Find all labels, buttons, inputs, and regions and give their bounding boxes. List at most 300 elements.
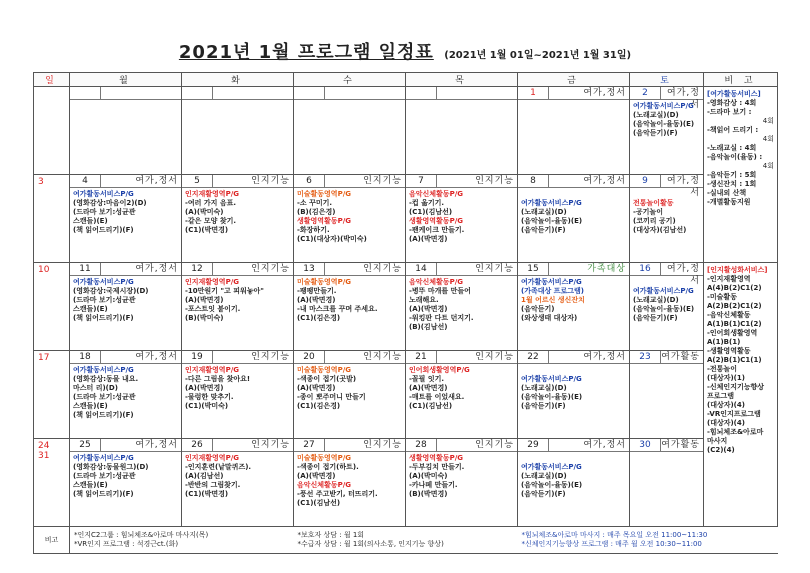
program-line: 노래해요.: [409, 296, 439, 304]
program-line: -색종이 접기(곳발): [297, 375, 357, 383]
day-cell: [406, 175, 518, 263]
day-number: 15: [518, 263, 549, 275]
note-line: A(2)B(2)C1(2): [707, 302, 762, 310]
program-list: [294, 100, 405, 104]
day-cell: [406, 263, 518, 351]
day-category: 여가,정서: [135, 352, 178, 362]
program-list: [406, 452, 517, 501]
program-line: -색종이 접기(하트).: [297, 463, 359, 471]
program-line: 음악신체활동P/G: [409, 278, 464, 286]
note-line: 마사지: [707, 437, 728, 445]
note-line: (C2)(4): [707, 446, 735, 454]
day-header: [70, 87, 181, 100]
note-line: A(2)B(1)C1(1): [707, 356, 762, 364]
program-line: (대상자)(김남선): [633, 226, 687, 234]
day-header: [182, 351, 293, 364]
footer-line: *인지C2그룹 : 힘뇌체조&아로마 마사지(목): [74, 531, 209, 539]
day-cell: [70, 87, 182, 175]
header-tue: 화: [182, 73, 294, 87]
note-line: -노래교실 : 4회: [707, 144, 757, 152]
program-line: -여러 가지 음표.: [185, 199, 237, 207]
day-number: 14: [406, 263, 437, 275]
day-header: [406, 439, 517, 452]
day-category: 인지기능: [475, 264, 514, 274]
header-sun: 일: [34, 73, 70, 87]
program-line: 여가활동서비스P/G: [73, 454, 134, 462]
program-line: (노래교실)(D): [521, 208, 567, 216]
program-line: 여가활동서비스P/G: [73, 190, 134, 198]
program-line: -팬케이크 만들기.: [409, 226, 465, 234]
day-cell: [518, 351, 630, 439]
program-line: (코끼리 공기): [633, 217, 676, 225]
day-category: [325, 87, 405, 99]
sunday-cell: [34, 263, 70, 351]
program-line: 마스터 리)(D): [73, 384, 118, 392]
program-line: (C1)(박미숙): [185, 402, 229, 410]
day-cell: [518, 439, 630, 527]
day-number: 13: [294, 263, 325, 275]
header-mon: 월: [70, 73, 182, 87]
day-cell: [70, 175, 182, 263]
program-line: -풍선 주고받기, 터뜨리기.: [297, 490, 378, 498]
note-line: -책읽어 드리기 :: [707, 126, 759, 134]
program-list: [406, 100, 517, 104]
sunday-cell: [34, 351, 70, 439]
program-line: 미술활동영역P/G: [297, 366, 352, 374]
footer-text: [518, 529, 778, 551]
footer-line: *힘뇌체조&아로마 마사지 : 매주 목요일 오전 11:00~11:30: [521, 531, 708, 539]
program-line: -화장하기.: [297, 226, 330, 234]
program-line: -소 꾸미기.: [297, 199, 333, 207]
schedule-table: [33, 72, 778, 554]
program-list: [294, 188, 405, 246]
day-category: 인지기능: [251, 352, 290, 362]
program-list: [70, 452, 181, 501]
note-line: -실내외 산책: [707, 189, 747, 197]
program-line: (음악듣기)(F): [521, 402, 566, 410]
program-line: -워킹판 다트 던지기.: [409, 314, 474, 322]
note-line: (대상자)(4): [707, 419, 745, 427]
program-line: (A)(박면경): [409, 305, 448, 313]
day-category: 인지기능: [251, 440, 290, 450]
day-cell: [630, 175, 704, 263]
day-number: 26: [182, 439, 213, 451]
day-cell: [70, 263, 182, 351]
day-number: 20: [294, 351, 325, 363]
day-number: 6: [294, 175, 325, 187]
program-line: (영화감상:동물원그)(D): [73, 463, 149, 471]
day-cell: [518, 175, 630, 263]
program-list: [630, 364, 703, 368]
day-category: 인지기능: [251, 176, 290, 186]
note-line: -음악듣기 : 5회: [707, 171, 757, 179]
program-line: (책 읽어드리기)(F): [73, 226, 134, 234]
program-line: 여가활동서비스P/G: [633, 102, 694, 110]
note-line: -인어회생활영역: [707, 329, 758, 337]
program-list: [294, 364, 405, 413]
day-cell: [406, 87, 518, 175]
sunday-date: [34, 87, 69, 91]
day-category: 여가활동: [661, 440, 700, 450]
note-line: 4회: [762, 117, 774, 125]
day-category: [101, 87, 181, 99]
note-line: -영화감상 : 4회: [707, 99, 757, 107]
day-number: 5: [182, 175, 213, 187]
program-line: (음악듣기)(F): [521, 226, 566, 234]
note-line: A(1)B(1)C1(2): [707, 320, 762, 328]
note-line: 4회: [762, 162, 774, 170]
day-number: 28: [406, 439, 437, 451]
day-header: [406, 263, 517, 276]
day-header: [294, 87, 405, 100]
footer-line: *신체인지기능향상 프로그램 : 매주 월 오전 10:30~11:00: [521, 540, 702, 548]
day-cell: [630, 263, 704, 351]
program-line: 스캔들)(E): [73, 481, 108, 489]
program-line: (B)(박미숙): [185, 314, 224, 322]
day-number: 4: [70, 175, 101, 187]
program-line: (A)(박미숙): [185, 208, 224, 216]
program-line: 1월 어르신 생신잔치: [521, 296, 585, 304]
day-header: [406, 87, 517, 100]
sunday-cell: [34, 175, 70, 263]
program-line: (C1)(박면경): [185, 490, 229, 498]
program-line: 스캔들)(E): [73, 402, 108, 410]
note-line: [여가활동서비스]: [707, 90, 761, 98]
footer-line: *보호자 상담 : 월 1회: [297, 531, 365, 539]
footer-row: [34, 527, 778, 554]
program-line: (음악듣기)(F): [521, 490, 566, 498]
program-line: 미술활동영역P/G: [297, 190, 352, 198]
header-sat: 토: [630, 73, 704, 87]
program-list: [70, 188, 181, 237]
program-line: 생활영역활동P/G: [409, 454, 464, 462]
note-line: -인지재활영역: [707, 275, 751, 283]
page-title: [0, 38, 810, 64]
program-line: 여가활동서비스P/G: [521, 278, 582, 286]
day-category: 인지기능: [363, 440, 402, 450]
program-line: -10만원기 "고 피워놓아": [185, 287, 264, 295]
program-line: (노래교실)(D): [633, 111, 679, 119]
day-category: 여가,정서: [583, 440, 626, 450]
day-number: 1: [518, 87, 549, 99]
program-line: (가족대상 프로그램): [521, 287, 584, 295]
program-line: 인어회생활영역P/G: [409, 366, 470, 374]
program-line: -물렁한 맞추기.: [185, 393, 234, 401]
program-line: (노래교실)(D): [521, 472, 567, 480]
program-line: 음악신체활동P/G: [409, 190, 464, 198]
program-line: 인지재활영역P/G: [185, 366, 240, 374]
day-cell: [182, 87, 294, 175]
day-cell: [294, 175, 406, 263]
note-line: [인지활성화서비스]: [707, 266, 768, 274]
header-row: [34, 73, 778, 87]
sunday-date: 10: [38, 265, 50, 275]
day-category: 여가,정서: [135, 440, 178, 450]
footer-line: *VR인지 프로그램 : 석경근ct.(화): [74, 540, 179, 548]
program-line: (A)(박면경): [297, 296, 336, 304]
day-cell: [182, 439, 294, 527]
header-notes: 비 고: [704, 73, 778, 87]
day-header: [518, 351, 629, 364]
day-category: 인지기능: [363, 352, 402, 362]
header-wed: 수: [294, 73, 406, 87]
header-thu: 목: [406, 73, 518, 87]
program-list: [406, 364, 517, 413]
program-line: (A)(박면경): [297, 472, 336, 480]
day-header: [70, 263, 181, 276]
note-line: 프로그램: [707, 392, 735, 400]
program-line: -포스트잇 붙이기.: [185, 305, 241, 313]
program-line: [521, 366, 626, 375]
day-cell: [630, 87, 704, 175]
program-line: 생활영역활동P/G: [409, 217, 464, 225]
program-list: [70, 100, 181, 104]
day-category: 여가,정서: [667, 88, 700, 110]
week-row: [34, 263, 778, 351]
day-cell: [182, 263, 294, 351]
day-header: [630, 351, 703, 364]
day-header: [518, 439, 629, 452]
program-line: 인지재활영역P/G: [185, 454, 240, 462]
day-cell: [630, 439, 704, 527]
program-line: -컵 옮기기.: [409, 199, 445, 207]
week-row: [34, 439, 778, 527]
day-category: 여가,정서: [583, 88, 626, 98]
program-line: (노래교실)(D): [521, 384, 567, 392]
day-cell: [518, 263, 630, 351]
program-line: (A)(박면경): [185, 296, 224, 304]
footer-label: 비고: [34, 527, 70, 554]
note-line: -미술활동: [707, 293, 737, 301]
day-category: [437, 87, 517, 99]
day-header: [406, 175, 517, 188]
program-list: [518, 452, 629, 501]
program-line: 스캔들)(E): [73, 217, 108, 225]
day-header: [630, 263, 703, 286]
program-list: [182, 452, 293, 501]
program-line: 여가활동서비스P/G: [521, 463, 582, 471]
program-line: (A)(김남선): [185, 472, 224, 480]
day-cell: [518, 87, 630, 175]
program-line: -종이 뽀주머니 만들기: [297, 393, 366, 401]
program-line: 스캔들)(E): [73, 305, 108, 313]
program-line: (음악듣기)(F): [633, 129, 678, 137]
program-list: [294, 276, 405, 325]
program-list: [182, 276, 293, 325]
note-line: A(4)B(2)C1(2): [707, 284, 762, 292]
day-header: [182, 175, 293, 188]
day-number: [70, 87, 101, 99]
program-line: (드라마 보기:성균관: [73, 393, 136, 401]
day-number: [406, 87, 437, 99]
day-number: 8: [518, 175, 549, 187]
day-number: 2: [630, 87, 661, 99]
program-line: (A)(박면경): [185, 384, 224, 392]
program-line: 여가활동서비스P/G: [73, 366, 134, 374]
program-line: [521, 454, 626, 463]
program-list: [182, 364, 293, 413]
day-cell: [406, 351, 518, 439]
sunday-date: 3: [38, 177, 44, 187]
sunday-date: 17: [38, 353, 50, 363]
program-line: (드라마 보기:성균관: [73, 208, 136, 216]
schedule-body: [34, 87, 778, 554]
note-line: -드라마 보기 :: [707, 108, 752, 116]
day-header: [518, 175, 629, 188]
day-header: [182, 263, 293, 276]
notes-cell: [704, 87, 778, 263]
program-line: 여가활동서비스P/G: [521, 375, 582, 383]
program-line: (C1)(대상자)(박미숙): [297, 235, 367, 243]
day-number: 19: [182, 351, 213, 363]
note-line: -힘뇌체조&아로마: [707, 428, 764, 436]
day-header: [630, 439, 703, 452]
day-cell: [294, 351, 406, 439]
day-header: [70, 175, 181, 188]
footer-col1: [70, 527, 294, 554]
program-line: (책 읽어드리기)(F): [73, 490, 134, 498]
program-list: [182, 100, 293, 104]
day-category: 인지기능: [363, 176, 402, 186]
day-cell: [70, 351, 182, 439]
title-range: (2021년 1월 01일~2021년 1월 31일): [444, 50, 632, 61]
day-number: 11: [70, 263, 101, 275]
day-header: [518, 263, 629, 276]
note-line: -음악놀이(율동) :: [707, 153, 763, 161]
day-number: 21: [406, 351, 437, 363]
program-line: -내 마스크를 꾸며 주세요.: [297, 305, 378, 313]
program-line: -공기놀이: [633, 208, 663, 216]
note-line: -VR인지프로그램: [707, 410, 761, 418]
day-category: 여가활동: [661, 352, 700, 362]
day-cell: [70, 439, 182, 527]
program-line: 음악신체활동P/G: [297, 481, 352, 489]
program-line: -같은 모양 찾기.: [185, 217, 237, 225]
program-list: [630, 100, 703, 140]
program-list: [518, 276, 629, 325]
notes-cell: [704, 263, 778, 527]
program-line: -팽팽만들기.: [297, 287, 337, 295]
note-line: -생활영역활동: [707, 347, 751, 355]
program-line: 여가활동서비스P/G: [73, 278, 134, 286]
program-line: 미술활동영역P/G: [297, 454, 352, 462]
program-line: -매트를 이었새요.: [409, 393, 465, 401]
program-line: (음악놀이-율동)(E): [521, 481, 583, 489]
week-row: [34, 351, 778, 439]
day-header: [70, 439, 181, 452]
program-line: (드라마 보기:성균관: [73, 296, 136, 304]
program-list: [406, 188, 517, 246]
day-category: 여가,정서: [583, 352, 626, 362]
day-number: 27: [294, 439, 325, 451]
program-line: (A)(박면경): [409, 384, 448, 392]
day-number: 18: [70, 351, 101, 363]
day-number: [182, 87, 213, 99]
program-line: (C1)(김남선): [409, 402, 453, 410]
program-line: (B)(김남선): [409, 323, 448, 331]
program-line: (책 읽어드리기)(F): [73, 314, 134, 322]
program-line: (음악놀이-율동)(E): [521, 217, 583, 225]
day-number: 22: [518, 351, 549, 363]
note-line: -음악신체활동: [707, 311, 751, 319]
program-list: [70, 364, 181, 422]
day-category: 여가,정서: [667, 264, 700, 286]
program-line: -꼴필 잇기.: [409, 375, 445, 383]
day-header: [294, 439, 405, 452]
sunday-cell: [34, 87, 70, 175]
program-line: -인지훈련(낱말퀴즈).: [185, 463, 252, 471]
note-line: 4회: [762, 135, 774, 143]
program-line: (영화감상:국제시장)(D): [73, 287, 149, 295]
program-line: (C1)(김은경): [297, 314, 341, 322]
day-header: [518, 87, 629, 100]
program-line: (영화감상:동물 내요.: [73, 375, 139, 383]
program-line: 여가활동서비스P/G: [633, 287, 694, 295]
program-list: [182, 188, 293, 237]
program-line: 여가활동서비스P/G: [521, 199, 582, 207]
program-line: (음악놀이-율동)(E): [633, 120, 695, 128]
note-line: -신체인지기능향상: [707, 383, 765, 391]
program-line: -카나페 만들기.: [409, 481, 458, 489]
program-list: [294, 452, 405, 510]
day-number: 23: [630, 351, 661, 363]
footer-text: [294, 529, 518, 551]
day-number: 25: [70, 439, 101, 451]
day-number: 29: [518, 439, 549, 451]
program-list: [70, 276, 181, 325]
program-line: (B)(박면경): [409, 490, 448, 498]
footer-col3: [518, 527, 778, 554]
day-category: 인지기능: [475, 352, 514, 362]
program-line: (A)(박면경): [409, 235, 448, 243]
program-line: 전통놀이활동: [633, 199, 674, 207]
week-row: [34, 87, 778, 175]
day-cell: [406, 439, 518, 527]
day-category: 인지기능: [251, 264, 290, 274]
program-list: [518, 188, 629, 237]
day-category: 여가,정서: [667, 176, 700, 198]
note-line: A(1)B(1): [707, 338, 741, 346]
day-cell: [630, 351, 704, 439]
day-category: 인지기능: [475, 440, 514, 450]
program-line: (책 읽어드리기)(F): [73, 411, 134, 419]
day-category: 가족대상: [587, 264, 626, 274]
program-line: 인지재활영역P/G: [185, 190, 240, 198]
program-line: (노래교실)(D): [633, 296, 679, 304]
day-header: [294, 351, 405, 364]
day-cell: [294, 439, 406, 527]
program-line: (음악듣기): [521, 305, 555, 313]
day-category: 여가,정서: [583, 176, 626, 186]
footer-line: *수급자 상담 : 월 1회(의사소통, 인지기능 향상): [297, 540, 444, 548]
note-line: (대상자)(4): [707, 401, 745, 409]
day-category: 인지기능: [475, 176, 514, 186]
program-line: [521, 190, 626, 199]
program-line: (A)(박미숙): [409, 472, 448, 480]
day-number: 9: [630, 175, 661, 187]
program-line: 미술활동영역P/G: [297, 278, 352, 286]
program-line: -다른 그림을 찾아요!: [185, 375, 251, 383]
title-main: 2021년 1월 프로그램 일정표: [178, 42, 434, 63]
sunday-date: 24 31: [38, 441, 50, 461]
program-line: (C1)(김남선): [409, 208, 453, 216]
day-category: 여가,정서: [135, 264, 178, 274]
program-line: (음악놀이-율동)(E): [633, 305, 695, 313]
day-header: [294, 263, 405, 276]
day-number: 7: [406, 175, 437, 187]
program-line: (B)(김은경): [297, 208, 336, 216]
day-category: 여가,정서: [135, 176, 178, 186]
